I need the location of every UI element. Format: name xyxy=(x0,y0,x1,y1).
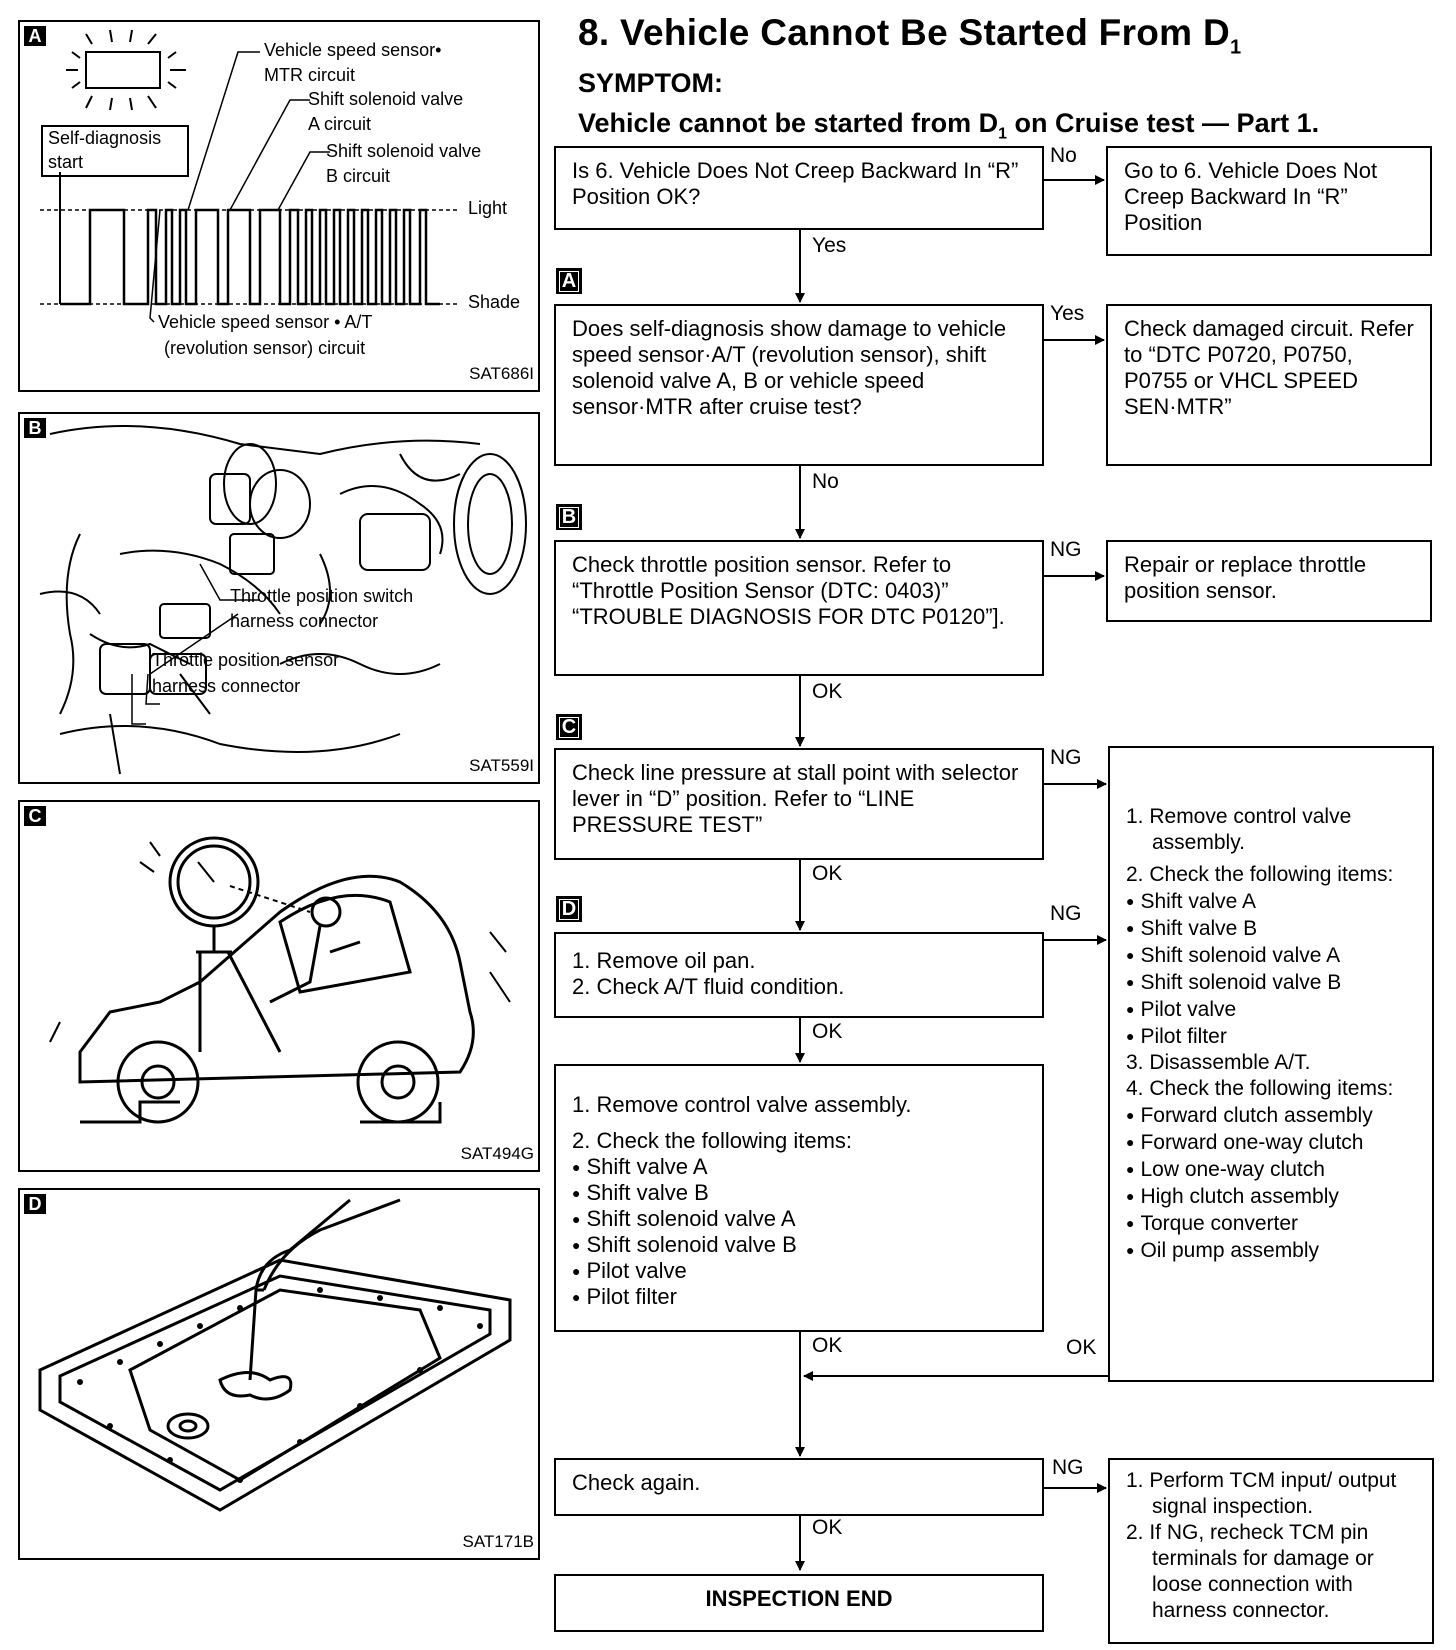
page-title: 8. Vehicle Cannot Be Started From $D_1$ xyxy=(578,12,1242,59)
symptom-text: Vehicle cannot be started from $D_1$ on Cruise test — Part 1. xyxy=(578,108,1320,143)
list-item: ● High clutch assembly xyxy=(1126,1183,1416,1210)
callout-self-diag-1: Self-diagnosis xyxy=(48,128,162,148)
list-item: ● Pilot filter xyxy=(1126,1023,1416,1050)
r4-bullet-list-2 xyxy=(1126,1102,1416,1264)
callout-tps-switch-2: harness connector xyxy=(230,611,379,631)
callout-tps-sensor-1: Throttle position sensor xyxy=(152,650,340,670)
q6-step-2: 2. Check the following items: xyxy=(572,1128,853,1153)
callout-ssa-1: Shift solenoid valve xyxy=(308,89,464,109)
list-item: ● Forward clutch assembly xyxy=(1126,1102,1416,1129)
q7-ok-label: OK xyxy=(812,1516,843,1539)
marker-a: A xyxy=(556,268,582,294)
q7-box: Check again. xyxy=(554,1458,1044,1516)
list-item: ● Shift solenoid valve A xyxy=(1126,942,1416,969)
q1-no-label: No xyxy=(1050,144,1077,167)
q6-box xyxy=(554,1064,1044,1332)
q7-ng-label: NG xyxy=(1052,1456,1084,1479)
list-item: ● Pilot valve xyxy=(1126,996,1416,1023)
symptom-label: SYMPTOM: xyxy=(578,68,724,98)
q5-item-1: 1. Remove oil pan. xyxy=(572,948,756,973)
list-item: ● Shift valve B xyxy=(1126,915,1416,942)
marker-b: B xyxy=(556,504,582,530)
list-item: ● Torque converter xyxy=(1126,1210,1416,1237)
r5-item-2: 2. If NG, recheck TCM pin terminals for damage or loose connection with harness connector. xyxy=(1126,1521,1374,1622)
list-item: ● Pilot filter xyxy=(572,1284,1026,1310)
panel-c-label: C xyxy=(24,806,46,826)
r3-box: Repair or replace throttle position sensor. xyxy=(1106,540,1432,622)
list-item: ● Shift valve A xyxy=(572,1154,1026,1180)
r4-ok-label: OK xyxy=(1066,1336,1097,1359)
q6-ok-label: OK xyxy=(812,1334,843,1357)
q5-ok-label: OK xyxy=(812,1020,843,1043)
q1-yes-label: Yes xyxy=(812,234,847,257)
callout-ssb-1: Shift solenoid valve xyxy=(326,141,482,161)
q3-box: Check throttle position sensor. Refer to “Throttle Position Sensor (DTC: 0403)” “TROUBLE DIAGNOSIS FOR DTC P0120”]. xyxy=(554,540,1044,676)
panel-a-code: SAT686I xyxy=(469,364,534,383)
q6-bullet-list xyxy=(572,1154,1026,1310)
list-item: ● Pilot valve xyxy=(572,1258,1026,1284)
callout-vss-mtr-1: Vehicle speed sensor• xyxy=(264,40,442,60)
callout-light: Light xyxy=(468,198,508,218)
q2-yes-label: Yes xyxy=(1050,302,1085,325)
list-item: ● Shift solenoid valve B xyxy=(572,1232,1026,1258)
panel-b-code: SAT559I xyxy=(469,756,534,775)
q4-box: Check line pressure at stall point with selector lever in “D” position. Refer to “LINE PRESSURE TEST” xyxy=(554,748,1044,860)
marker-c: C xyxy=(556,714,582,740)
list-item: ● Shift valve B xyxy=(572,1180,1026,1206)
panel-d-code: SAT171B xyxy=(462,1532,534,1551)
list-item: ● Shift valve A xyxy=(1126,888,1416,915)
callout-vss-mtr-2: MTR circuit xyxy=(264,65,355,85)
r4-bullet-list-1 xyxy=(1126,888,1416,1050)
callout-shade: Shade xyxy=(468,292,521,312)
panel-c-code: SAT494G xyxy=(460,1144,534,1163)
q5-item-2: 2. Check A/T fluid condition. xyxy=(572,974,845,999)
inspection-end-box: INSPECTION END xyxy=(554,1574,1044,1632)
callout-ssb-2: B circuit xyxy=(326,166,391,186)
panel-b-label: B xyxy=(24,418,46,438)
r4-step-2: 2. Check the following items: xyxy=(1126,863,1394,886)
marker-d: D xyxy=(556,896,582,922)
q5-box xyxy=(554,932,1044,1018)
r4-step-3: 3. Disassemble A/T. xyxy=(1126,1051,1311,1074)
callout-self-diag-2: start xyxy=(48,152,84,172)
panel-a-label: A xyxy=(24,26,46,46)
q3-ng-label: NG xyxy=(1050,538,1082,561)
callout-tps-switch-1: Throttle position switch xyxy=(230,586,414,606)
q2-no-label: No xyxy=(812,470,839,493)
r5-box xyxy=(1108,1458,1434,1644)
q3-ok-label: OK xyxy=(812,680,843,703)
q5-ng-label: NG xyxy=(1050,902,1082,925)
r4-box xyxy=(1108,746,1434,1382)
list-item: ● Low one-way clutch xyxy=(1126,1156,1416,1183)
r4-step-4: 4. Check the following items: xyxy=(1126,1077,1394,1100)
panel-d-label: D xyxy=(24,1194,46,1214)
r5-item-1: 1. Perform TCM input/ output signal inspection. xyxy=(1126,1469,1397,1518)
r1-box: Go to 6. Vehicle Does Not Creep Backward In “R” Position xyxy=(1106,146,1432,256)
r2-box: Check damaged circuit. Refer to “DTC P0720, P0750, P0755 or VHCL SPEED SEN·MTR” xyxy=(1106,304,1432,466)
q4-ok-label: OK xyxy=(812,862,843,885)
list-item: ● Oil pump assembly xyxy=(1126,1237,1416,1264)
q6-step-1: 1. Remove control valve assembly. xyxy=(572,1092,912,1117)
list-item: ● Shift solenoid valve A xyxy=(572,1206,1026,1232)
q1-box: Is 6. Vehicle Does Not Creep Backward In “R” Position OK? xyxy=(554,146,1044,230)
r4-step-1: 1. Remove control valve assembly. xyxy=(1126,805,1352,854)
list-item: ● Forward one-way clutch xyxy=(1126,1129,1416,1156)
callout-vss-at-2: (revolution sensor) circuit xyxy=(164,338,366,358)
list-item: ● Shift solenoid valve B xyxy=(1126,969,1416,996)
q4-ng-label: NG xyxy=(1050,746,1082,769)
q2-box: Does self-diagnosis show damage to vehicle speed sensor·A/T (revolution sensor), shift solenoid valve A, B or vehicle speed sensor·MTR after cruise test? xyxy=(554,304,1044,466)
callout-vss-at-1: Vehicle speed sensor • A/T xyxy=(158,312,373,332)
callout-ssa-2: A circuit xyxy=(308,114,372,134)
callout-tps-sensor-2: harness connector xyxy=(152,676,301,696)
